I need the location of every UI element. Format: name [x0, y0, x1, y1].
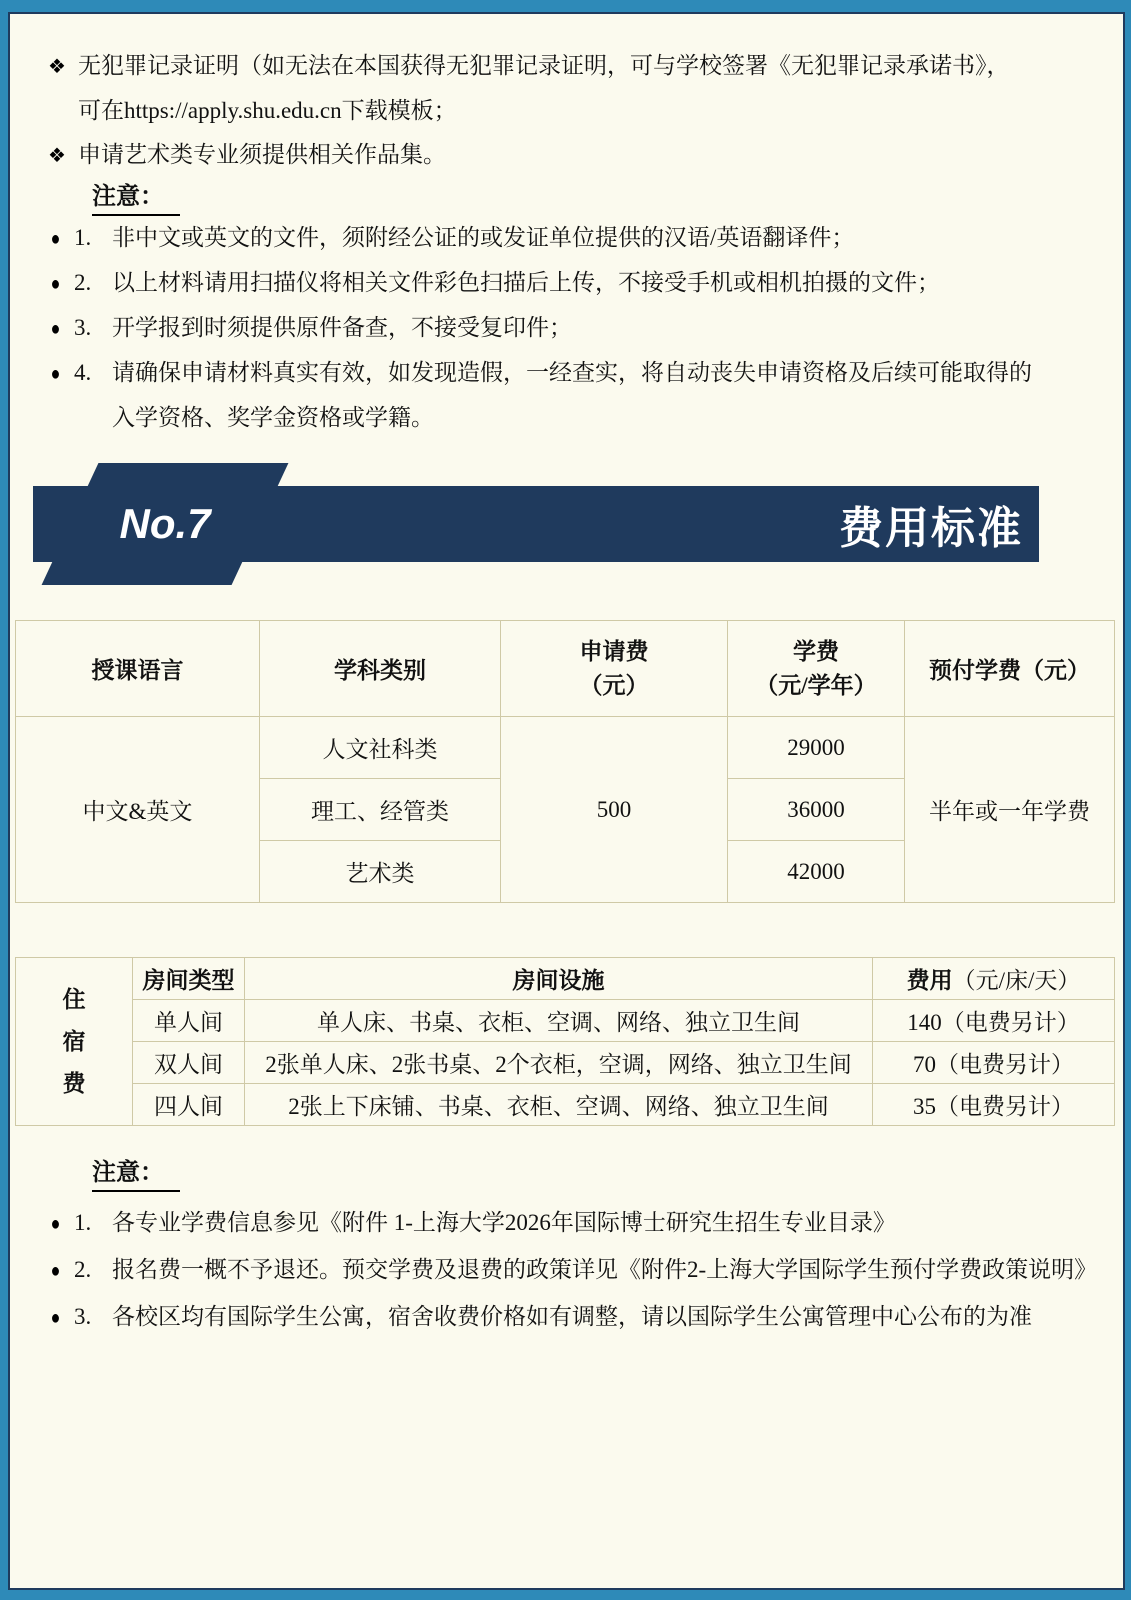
cell-accommodation-label [16, 958, 133, 1126]
item-number: 2. [74, 1257, 92, 1282]
fee-notes-section [10, 1156, 1123, 1341]
tuition-table-header-row [16, 621, 1115, 717]
cell-facilities: 2张上下床铺、书桌、衣柜、空调、网络、独立卫生间 [245, 1084, 873, 1126]
dot-bullet-icon: ● [50, 273, 61, 295]
header-application-fee [501, 621, 728, 717]
cell-room-type: 双人间 [133, 1042, 245, 1084]
item-number: 1. [74, 225, 92, 250]
requirement-text: 申请艺术类专业须提供相关作品集。 [78, 142, 446, 167]
note-label: 注意： [92, 1156, 180, 1192]
cell-room-type: 四人间 [133, 1084, 245, 1126]
item-number: 1. [74, 1210, 92, 1235]
section-title: 费用标准 [839, 504, 1023, 553]
item-text: 开学报到时须提供原件备查，不接受复印件； [112, 315, 572, 340]
dot-bullet-icon: ● [50, 1213, 61, 1235]
side-label-char: 费 [62, 1070, 86, 1096]
fee-note-item [48, 1200, 1089, 1247]
dot-bullet-icon: ● [50, 228, 61, 250]
diamond-bullet-icon: ❖ [48, 145, 66, 167]
accommodation-header-row [16, 958, 1115, 1000]
cell-facilities: 2张单人床、2张书桌、2个衣柜，空调，网络、独立卫生间 [245, 1042, 873, 1084]
intro-note-item [48, 261, 1089, 306]
intro-note-item [48, 351, 1089, 396]
header-application-fee-line2: （元） [579, 672, 649, 698]
cell-category: 理工、经管类 [260, 779, 501, 841]
item-number: 2. [74, 270, 92, 295]
note-label: 注意： [92, 180, 180, 216]
item-text: 各专业学费信息参见《附件 1-上海大学2026年国际博士研究生招生专业目录》 [112, 1210, 896, 1235]
side-label-char: 宿 [62, 1028, 86, 1054]
cell-facilities: 单人床、书桌、衣柜、空调、网络、独立卫生间 [245, 1000, 873, 1042]
requirement-text-url: 可在https://apply.shu.edu.cn下载模板； [78, 98, 457, 123]
accommodation-row [16, 1084, 1115, 1126]
header-fee-unit: （元/床/天） [952, 968, 1081, 993]
accommodation-row [16, 1000, 1115, 1042]
header-fee [873, 958, 1115, 1000]
header-category: 学科类别 [260, 621, 501, 717]
item-text: 入学资格、奖学金资格或学籍。 [112, 405, 434, 430]
cell-tuition: 36000 [728, 779, 905, 841]
requirement-text: 无犯罪记录证明（如无法在本国获得无犯罪记录证明，可与学校签署《无犯罪记录承诺书》， [78, 53, 1010, 78]
intro-note-heading [48, 180, 1089, 216]
header-tuition-line1: 学费 [793, 638, 839, 664]
item-text: 非中文或英文的文件，须附经公证的或发证单位提供的汉语/英语翻译件； [112, 225, 855, 250]
header-tuition [728, 621, 905, 717]
dot-bullet-icon: ● [50, 1260, 61, 1282]
item-text: 各校区均有国际学生公寓，宿舍收费价格如有调整，请以国际学生公寓管理中心公布的为准 [112, 1304, 1032, 1329]
side-label-char: 住 [62, 986, 86, 1012]
diamond-bullet-icon: ❖ [48, 56, 66, 78]
dot-bullet-icon: ● [50, 318, 61, 340]
header-facilities: 房间设施 [245, 958, 873, 1000]
header-room-type: 房间类型 [133, 958, 245, 1000]
section-banner [10, 463, 1123, 585]
item-text: 请确保申请材料真实有效，如发现造假，一经查实，将自动丧失申请资格及后续可能取得的 [112, 360, 1032, 385]
accommodation-row [16, 1042, 1115, 1084]
requirement-item-continuation [48, 89, 1089, 132]
cell-application-fee: 500 [501, 717, 728, 903]
item-text: 报名费一概不予退还。预交学费及退费的政策详见《附件2-上海大学国际学生预付学费政策说明》 [112, 1257, 1098, 1282]
tuition-fee-table [15, 620, 1115, 903]
intro-section [10, 14, 1123, 439]
header-prepaid: 预付学费（元） [905, 621, 1115, 717]
cell-category: 人文社科类 [260, 717, 501, 779]
cell-tuition: 29000 [728, 717, 905, 779]
intro-note-item-continuation [48, 396, 1089, 439]
item-text: 以上材料请用扫描仪将相关文件彩色扫描后上传，不接受手机或相机拍摄的文件； [112, 270, 940, 295]
header-fee-label: 费用 [906, 968, 953, 993]
cell-category: 艺术类 [260, 841, 501, 903]
intro-note-item [48, 306, 1089, 351]
cell-tuition: 42000 [728, 841, 905, 903]
document-page [8, 12, 1125, 1590]
header-language: 授课语言 [16, 621, 260, 717]
dot-bullet-icon: ● [50, 1307, 61, 1329]
accommodation-fee-table [15, 957, 1115, 1126]
header-tuition-line2: （元/学年） [755, 672, 877, 698]
item-number: 4. [74, 360, 92, 385]
requirement-item [48, 133, 1089, 178]
requirement-item [48, 44, 1089, 89]
item-number: 3. [74, 1304, 92, 1329]
dot-bullet-icon: ● [50, 363, 61, 385]
item-number: 3. [74, 315, 92, 340]
section-number: No.7 [119, 500, 211, 547]
cell-language: 中文&英文 [16, 717, 260, 903]
cell-room-type: 单人间 [133, 1000, 245, 1042]
fee-note-item [48, 1247, 1098, 1294]
intro-note-item [48, 216, 1089, 261]
cell-fee: 70（电费另计） [873, 1042, 1115, 1084]
notes-heading [48, 1156, 1089, 1192]
tuition-table-row [16, 717, 1115, 779]
cell-prepaid: 半年或一年学费 [905, 717, 1115, 903]
fee-note-item [48, 1294, 1089, 1341]
cell-fee: 35（电费另计） [873, 1084, 1115, 1126]
header-application-fee-line1: 申请费 [579, 638, 649, 664]
cell-fee: 140（电费另计） [873, 1000, 1115, 1042]
